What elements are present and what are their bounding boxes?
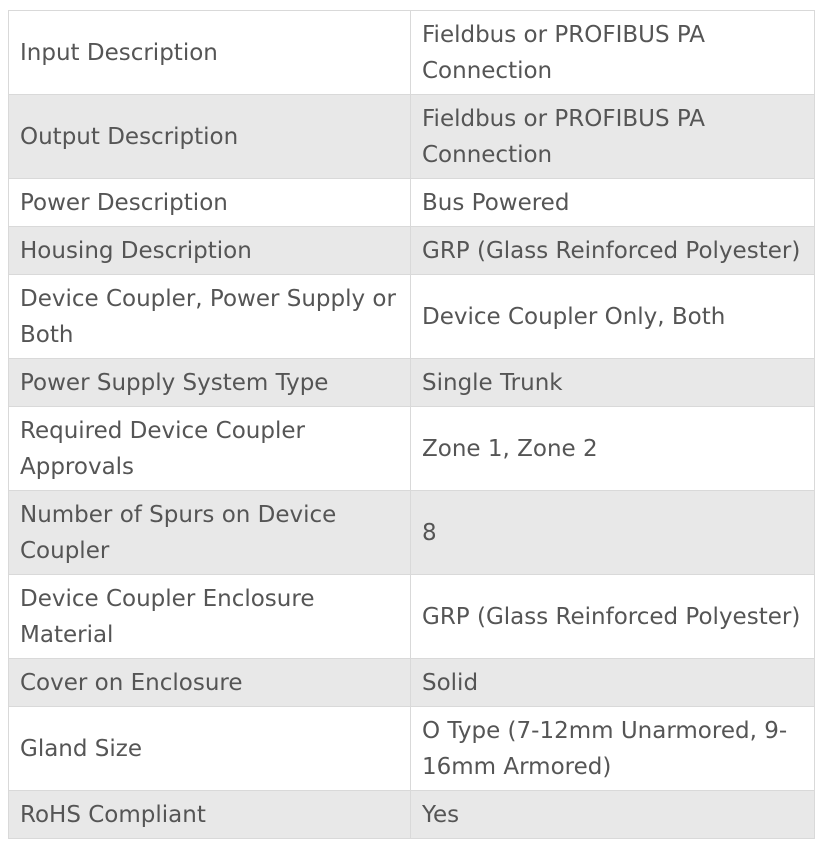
spec-row-power-description	[9, 179, 815, 227]
spec-value: Zone 1, Zone 2	[411, 407, 815, 491]
spec-label: Number of Spurs on Device Coupler	[9, 491, 411, 575]
specifications-table	[8, 10, 815, 839]
spec-label: Device Coupler Enclosure Material	[9, 575, 411, 659]
spec-label: Power Description	[9, 179, 411, 227]
spec-row-required-approvals	[9, 407, 815, 491]
spec-label: Housing Description	[9, 227, 411, 275]
spec-value: O Type (7-12mm Unarmored, 9-16mm Armored)	[411, 707, 815, 791]
spec-row-input-description	[9, 11, 815, 95]
spec-row-output-description	[9, 95, 815, 179]
spec-row-number-of-spurs	[9, 491, 815, 575]
spec-row-housing-description	[9, 227, 815, 275]
spec-label: Output Description	[9, 95, 411, 179]
spec-value: Bus Powered	[411, 179, 815, 227]
spec-label: Gland Size	[9, 707, 411, 791]
spec-value: Fieldbus or PROFIBUS PA Connection	[411, 95, 815, 179]
spec-row-enclosure-material	[9, 575, 815, 659]
spec-label: RoHS Compliant	[9, 791, 411, 839]
spec-value: Yes	[411, 791, 815, 839]
spec-label: Device Coupler, Power Supply or Both	[9, 275, 411, 359]
spec-row-power-supply-system-type	[9, 359, 815, 407]
spec-row-device-coupler-power-supply	[9, 275, 815, 359]
spec-value: GRP (Glass Reinforced Polyester)	[411, 575, 815, 659]
spec-value: GRP (Glass Reinforced Polyester)	[411, 227, 815, 275]
spec-label: Power Supply System Type	[9, 359, 411, 407]
spec-value: 8	[411, 491, 815, 575]
specifications-table-body	[9, 11, 815, 839]
spec-label: Input Description	[9, 11, 411, 95]
spec-label: Required Device Coupler Approvals	[9, 407, 411, 491]
spec-row-gland-size	[9, 707, 815, 791]
spec-value: Solid	[411, 659, 815, 707]
spec-value: Single Trunk	[411, 359, 815, 407]
spec-value: Device Coupler Only, Both	[411, 275, 815, 359]
spec-row-rohs-compliant	[9, 791, 815, 839]
spec-row-cover-on-enclosure	[9, 659, 815, 707]
spec-value: Fieldbus or PROFIBUS PA Connection	[411, 11, 815, 95]
spec-label: Cover on Enclosure	[9, 659, 411, 707]
